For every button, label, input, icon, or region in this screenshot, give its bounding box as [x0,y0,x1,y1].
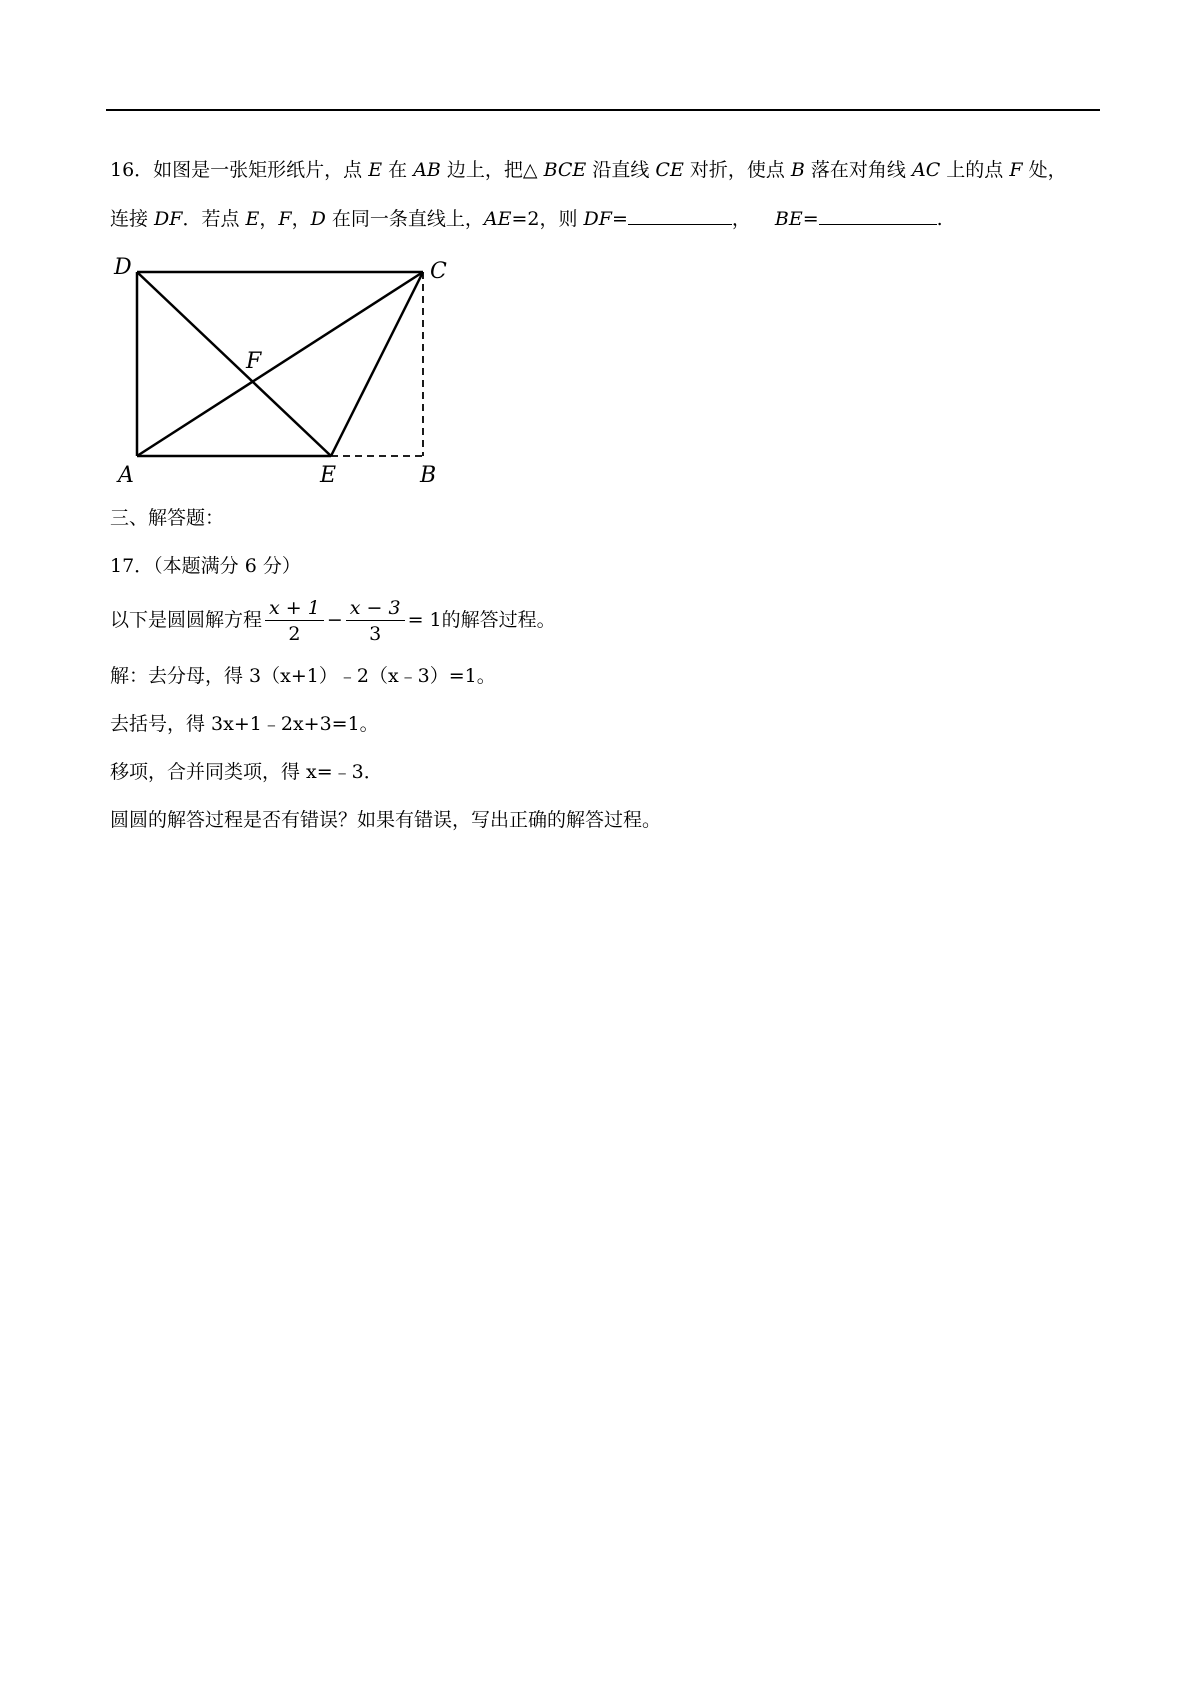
answer-blank-df[interactable] [628,206,732,225]
fraction-1-numerator: x + 1 [265,596,324,621]
text: ．若点 [182,208,246,230]
var-F: F [1009,159,1023,181]
label-A: A [118,463,134,488]
label-D: D [114,255,132,280]
text: 对折，使点 [683,159,791,181]
text: . [936,208,943,230]
equation-rhs: = 1 [407,609,442,631]
answer-blank-be[interactable] [819,206,937,225]
var-B: B [790,159,805,181]
text: ， [259,208,279,230]
rectangle-fold-figure [100,250,460,490]
text: 沿直线 [586,159,656,181]
var-AE: AE [483,208,512,230]
fraction-2-numerator: x − 3 [346,596,405,621]
label-B: B [420,463,437,488]
label-C: C [430,259,447,284]
text: = [611,208,628,230]
var-E: E [368,159,383,181]
text: 以下是圆圆解方程 [110,609,263,631]
text: 落在对角线 [804,159,912,181]
var-BCE: BCE [543,159,587,181]
q16-line-1 [110,158,1067,182]
text: 上的点 [940,159,1010,181]
label-F: F [246,349,262,374]
fraction-1 [265,596,324,647]
var-E: E [245,208,260,230]
minus-sign: − [326,609,343,631]
segment-AC [137,272,423,456]
text: ， [291,208,311,230]
label-E: E [320,463,337,488]
text: 连接 [110,208,155,230]
segment-EC [331,272,423,456]
var-AC: AC [911,159,941,181]
text: 在同一条直线上， [325,208,484,230]
var-F: F [278,208,292,230]
fraction-2-denominator: 3 [369,622,382,645]
q17-step-2: 去括号，得 3x+1﹣2x+3=1。 [110,713,379,735]
text: 16．如图是一张矩形纸片，点 [110,159,369,181]
text: 边上，把△ [440,159,544,181]
q17-heading: 17．（本题满分 6 分） [110,555,301,577]
fraction-1-denominator: 2 [288,622,301,645]
q17-question: 圆圆的解答过程是否有错误？如果有错误，写出正确的解答过程。 [110,809,662,831]
text: = [802,208,819,230]
var-DF: DF [583,208,612,230]
q16-line-2 [110,206,943,231]
fraction-2 [346,596,405,647]
section-3-heading: 三、解答题： [110,507,225,529]
var-AB: AB [413,159,441,181]
var-DF: DF [154,208,183,230]
var-D: D [310,208,326,230]
text: 在 [382,159,414,181]
text: ， [731,208,751,230]
segment-DE [137,272,331,456]
text: 的解答过程。 [441,609,556,631]
q17-step-1: 解：去分母，得 3（x+1）﹣2（x﹣3）=1。 [110,665,496,687]
var-CE: CE [655,159,684,181]
text: =2，则 [511,208,584,230]
var-BE: BE [774,208,803,230]
q17-step-3: 移项，合并同类项，得 x=﹣3． [110,761,383,783]
text: 处， [1022,159,1067,181]
header-rule [106,109,1100,111]
q17-intro [110,594,556,650]
